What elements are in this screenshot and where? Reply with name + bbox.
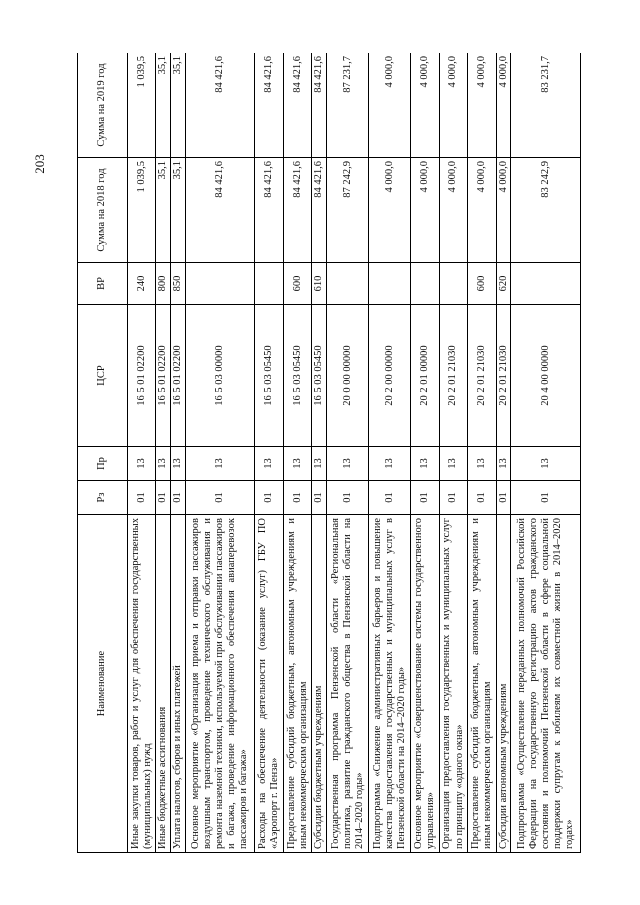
cell-csr: 16 5 03 05450 — [255, 305, 283, 447]
cell-pr: 13 — [369, 447, 411, 481]
cell-vr — [411, 263, 439, 305]
cell-csr: 20 2 01 21030 — [496, 305, 511, 447]
cell-pr: 13 — [186, 447, 255, 481]
cell-rz: 01 — [128, 481, 156, 515]
cell-vr — [439, 263, 467, 305]
cell-pr: 13 — [128, 447, 156, 481]
cell-csr: 16 5 01 02200 — [156, 305, 171, 447]
cell-sum2018: 4 000,0 — [439, 158, 467, 263]
cell-name: Предоставление субсидий бюджетным, автономным учреждениям и иным некоммерческим организациям — [283, 515, 311, 853]
cell-rz: 01 — [255, 481, 283, 515]
cell-pr: 13 — [327, 447, 369, 481]
cell-vr — [511, 263, 581, 305]
cell-sum2018: 35,1 — [171, 158, 186, 263]
cell-sum2019: 84 421,6 — [283, 53, 311, 158]
cell-sum2019: 83 231,7 — [511, 53, 581, 158]
cell-sum2018: 4 000,0 — [468, 158, 496, 263]
cell-name: Государственная программа Пензенской области «Региональная политика, развитие гражданского общества в Пензенской области на 2014–2020 годы» — [327, 515, 369, 853]
cell-csr: 20 4 00 00000 — [511, 305, 581, 447]
cell-name: Субсидии автономным учреждениям — [496, 515, 511, 853]
header-name: Наименование — [78, 515, 128, 853]
header-sum-2019: Сумма на 2019 год — [78, 53, 128, 158]
table-row — [255, 53, 283, 853]
cell-name: Субсидии бюджетным учреждениям — [312, 515, 327, 853]
header-rz: Рз — [78, 481, 128, 515]
cell-sum2018: 87 242,9 — [327, 158, 369, 263]
cell-sum2019: 4 000,0 — [439, 53, 467, 158]
cell-vr: 620 — [496, 263, 511, 305]
table-row — [496, 53, 511, 853]
cell-name: Уплата налогов, сборов и иных платежей — [171, 515, 186, 853]
cell-rz: 01 — [186, 481, 255, 515]
cell-pr: 13 — [468, 447, 496, 481]
cell-sum2018: 4 000,0 — [369, 158, 411, 263]
cell-sum2018: 84 421,6 — [283, 158, 311, 263]
table-row — [327, 53, 369, 853]
cell-rz: 01 — [439, 481, 467, 515]
cell-name: Подпрограмма «Снижение административных барьеров и повышение качества предоставления государственных и муниципальных услуг в Пензенской области на 2014–2020 годы» — [369, 515, 411, 853]
table-row — [156, 53, 171, 853]
cell-sum2019: 4 000,0 — [411, 53, 439, 158]
cell-pr: 13 — [496, 447, 511, 481]
cell-rz: 01 — [511, 481, 581, 515]
cell-csr: 16 5 03 05450 — [283, 305, 311, 447]
cell-sum2018: 84 421,6 — [255, 158, 283, 263]
table-row — [369, 53, 411, 853]
cell-csr: 16 5 03 05450 — [312, 305, 327, 447]
header-vr: ВР — [78, 263, 128, 305]
cell-rz: 01 — [369, 481, 411, 515]
table-header-row — [78, 53, 128, 853]
cell-vr: 610 — [312, 263, 327, 305]
cell-rz: 01 — [496, 481, 511, 515]
cell-csr: 20 2 01 00000 — [411, 305, 439, 447]
table-row — [411, 53, 439, 853]
cell-sum2019: 4 000,0 — [369, 53, 411, 158]
cell-pr: 13 — [439, 447, 467, 481]
header-pr: Пр — [78, 447, 128, 481]
cell-sum2018: 84 421,6 — [186, 158, 255, 263]
cell-pr: 13 — [511, 447, 581, 481]
cell-name: Подпрограмма «Осуществление переданных полномочий Российской Федерации на государственную регистрацию актов гражданского состояния и полномочий Пензенской области в сфере социальной поддержки супругам к юбилеям их совместной жизни в 2014–2020 годах» — [511, 515, 581, 853]
cell-rz: 01 — [327, 481, 369, 515]
cell-name: Предоставление субсидий бюджетным, автономным учреждениям и иным некоммерческим организациям — [468, 515, 496, 853]
cell-vr: 600 — [283, 263, 311, 305]
table-body — [128, 53, 581, 853]
cell-csr: 16 5 03 00000 — [186, 305, 255, 447]
cell-csr: 20 2 00 00000 — [369, 305, 411, 447]
cell-sum2019: 35,1 — [156, 53, 171, 158]
page-number: 203 — [32, 154, 47, 174]
cell-sum2019: 1 039,5 — [128, 53, 156, 158]
cell-sum2019: 84 421,6 — [186, 53, 255, 158]
cell-name: Основное мероприятие «Организация приема и отправки пассажиров воздушным транспортом, проведение технического обслуживания и ремонта наземной техники, используемой при обслуживании пассажиров и багажа, проведение информационного обеспечения авиаперевозок пассажиров и багажа» — [186, 515, 255, 853]
cell-sum2018: 1 039,5 — [128, 158, 156, 263]
cell-csr: 20 2 01 21030 — [468, 305, 496, 447]
cell-pr: 13 — [255, 447, 283, 481]
cell-pr: 13 — [171, 447, 186, 481]
cell-sum2019: 4 000,0 — [468, 53, 496, 158]
table-row — [468, 53, 496, 853]
cell-name: Организация предоставления государственных и муниципальных услуг по принципу «одного окна» — [439, 515, 467, 853]
cell-sum2019: 87 231,7 — [327, 53, 369, 158]
cell-csr: 16 5 01 02200 — [171, 305, 186, 447]
cell-rz: 01 — [411, 481, 439, 515]
cell-vr — [327, 263, 369, 305]
rotated-table-container — [77, 53, 581, 853]
table-row — [511, 53, 581, 853]
cell-csr: 20 2 01 21030 — [439, 305, 467, 447]
cell-rz: 01 — [171, 481, 186, 515]
cell-vr: 850 — [171, 263, 186, 305]
cell-vr — [255, 263, 283, 305]
cell-name: Иные бюджетные ассигнования — [156, 515, 171, 853]
cell-sum2019: 84 421,6 — [312, 53, 327, 158]
cell-pr: 13 — [283, 447, 311, 481]
cell-name: Расходы на обеспечение деятельности (оказание услуг) ГБУ ПО «Аэропорт г. Пенза» — [255, 515, 283, 853]
cell-vr — [369, 263, 411, 305]
cell-sum2019: 4 000,0 — [496, 53, 511, 158]
table-row — [312, 53, 327, 853]
cell-sum2019: 84 421,6 — [255, 53, 283, 158]
table-row — [186, 53, 255, 853]
cell-vr: 240 — [128, 263, 156, 305]
cell-sum2018: 4 000,0 — [496, 158, 511, 263]
cell-vr: 600 — [468, 263, 496, 305]
budget-table — [77, 53, 581, 853]
cell-rz: 01 — [468, 481, 496, 515]
table-row — [128, 53, 156, 853]
cell-rz: 01 — [283, 481, 311, 515]
cell-sum2018: 4 000,0 — [411, 158, 439, 263]
cell-rz: 01 — [312, 481, 327, 515]
cell-sum2018: 83 242,9 — [511, 158, 581, 263]
rotated-table-area — [77, 53, 581, 853]
cell-sum2019: 35,1 — [171, 53, 186, 158]
header-csr: ЦСР — [78, 305, 128, 447]
cell-pr: 13 — [156, 447, 171, 481]
cell-name: Иные закупки товаров, работ и услуг для обеспечения государственных (муниципальных) нужд — [128, 515, 156, 853]
cell-rz: 01 — [156, 481, 171, 515]
table-row — [439, 53, 467, 853]
cell-vr: 800 — [156, 263, 171, 305]
header-sum-2018: Сумма на 2018 год — [78, 158, 128, 263]
cell-csr: 20 0 00 00000 — [327, 305, 369, 447]
cell-pr: 13 — [312, 447, 327, 481]
cell-pr: 13 — [411, 447, 439, 481]
cell-sum2018: 35,1 — [156, 158, 171, 263]
cell-sum2018: 84 421,6 — [312, 158, 327, 263]
cell-name: Основное мероприятие «Совершенствование системы государственного управления» — [411, 515, 439, 853]
cell-csr: 16 5 01 02200 — [128, 305, 156, 447]
table-row — [171, 53, 186, 853]
cell-vr — [186, 263, 255, 305]
table-row — [283, 53, 311, 853]
